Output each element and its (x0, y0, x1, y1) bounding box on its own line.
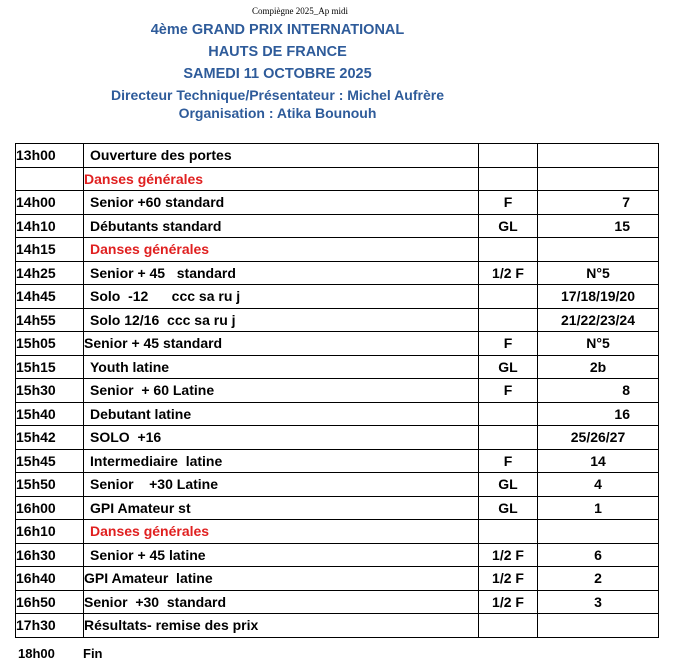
row-time: 15h05 (16, 332, 84, 356)
row-type: GL (479, 355, 538, 379)
row-time: 13h00 (16, 144, 84, 168)
row-event: Senior +60 standard (84, 191, 479, 215)
row-time: 14h45 (16, 285, 84, 309)
row-type (479, 144, 538, 168)
row-time: 15h50 (16, 473, 84, 497)
row-time: 16h10 (16, 520, 84, 544)
table-row (16, 191, 659, 215)
row-time: 17h30 (16, 614, 84, 638)
row-type: GL (479, 473, 538, 497)
row-event: Solo 12/16 ccc sa ru j (84, 308, 479, 332)
row-event: Ouverture des portes (84, 144, 479, 168)
closing-time: 18h00 (18, 646, 55, 661)
table-row (16, 614, 659, 638)
row-event: Senior + 45 standard (84, 332, 479, 356)
row-number: N°5 (538, 332, 659, 356)
row-type: F (479, 332, 538, 356)
row-time: 14h15 (16, 238, 84, 262)
row-type: F (479, 449, 538, 473)
row-time: 14h25 (16, 261, 84, 285)
row-number (538, 238, 659, 262)
table-row (16, 144, 659, 168)
table-row (16, 167, 659, 191)
row-number: 14 (538, 449, 659, 473)
row-number: 2b (538, 355, 659, 379)
table-row (16, 402, 659, 426)
row-event: SOLO +16 (84, 426, 479, 450)
row-event: Danses générales (84, 238, 479, 262)
row-number: 17/18/19/20 (538, 285, 659, 309)
row-time: 14h10 (16, 214, 84, 238)
row-event: Intermediaire latine (84, 449, 479, 473)
row-type: F (479, 379, 538, 403)
table-row (16, 285, 659, 309)
table-row (16, 473, 659, 497)
row-time: 15h45 (16, 449, 84, 473)
row-type: GL (479, 214, 538, 238)
table-row (16, 496, 659, 520)
table-row (16, 543, 659, 567)
row-event: Senior + 45 latine (84, 543, 479, 567)
table-row (16, 214, 659, 238)
row-event: Debutant latine (84, 402, 479, 426)
table-row (16, 567, 659, 591)
table-row (16, 261, 659, 285)
row-number (538, 614, 659, 638)
organisation: Organisation : Atika Bounouh (178, 105, 377, 121)
row-event: Senior + 60 Latine (84, 379, 479, 403)
row-event: Danses générales (84, 520, 479, 544)
row-number: 7 (538, 191, 659, 215)
row-time: 16h40 (16, 567, 84, 591)
row-time: 15h42 (16, 426, 84, 450)
row-type (479, 167, 538, 191)
row-number: 6 (538, 543, 659, 567)
row-event: Débutants standard (84, 214, 479, 238)
row-type: GL (479, 496, 538, 520)
row-event: GPI Amateur st (84, 496, 479, 520)
row-number: 4 (538, 473, 659, 497)
closing-event: Fin (83, 646, 103, 661)
row-type: F (479, 191, 538, 215)
event-date: SAMEDI 11 OCTOBRE 2025 (183, 66, 372, 82)
row-type (479, 426, 538, 450)
row-event: Senior +30 Latine (84, 473, 479, 497)
row-number: 15 (538, 214, 659, 238)
row-event: Senior +30 standard (84, 590, 479, 614)
row-type (479, 520, 538, 544)
row-time: 15h40 (16, 402, 84, 426)
row-time: 14h00 (16, 191, 84, 215)
row-number (538, 520, 659, 544)
table-row (16, 308, 659, 332)
row-type: 1/2 F (479, 590, 538, 614)
row-number: 16 (538, 402, 659, 426)
row-number: 8 (538, 379, 659, 403)
row-time: 16h50 (16, 590, 84, 614)
row-type (479, 402, 538, 426)
row-time: 14h55 (16, 308, 84, 332)
schedule-table (15, 143, 659, 638)
row-type (479, 308, 538, 332)
event-region: HAUTS DE FRANCE (208, 44, 347, 60)
table-row (16, 426, 659, 450)
row-type (479, 614, 538, 638)
row-type: 1/2 F (479, 543, 538, 567)
row-event: Danses générales (84, 167, 479, 191)
row-time: 15h30 (16, 379, 84, 403)
row-number: N°5 (538, 261, 659, 285)
row-type (479, 238, 538, 262)
row-time (16, 167, 84, 191)
row-event: Senior + 45 standard (84, 261, 479, 285)
row-number: 25/26/27 (538, 426, 659, 450)
table-row (16, 238, 659, 262)
row-time: 16h30 (16, 543, 84, 567)
row-number (538, 144, 659, 168)
row-number: 21/22/23/24 (538, 308, 659, 332)
row-type: 1/2 F (479, 567, 538, 591)
row-number: 3 (538, 590, 659, 614)
document-small-title: Compiègne 2025_Ap midi (252, 6, 348, 16)
row-event: Résultats- remise des prix (84, 614, 479, 638)
row-number: 1 (538, 496, 659, 520)
table-row (16, 355, 659, 379)
row-time: 15h15 (16, 355, 84, 379)
row-event: GPI Amateur latine (84, 567, 479, 591)
row-type (479, 285, 538, 309)
table-row (16, 379, 659, 403)
table-row (16, 520, 659, 544)
table-row (16, 449, 659, 473)
event-title: 4ème GRAND PRIX INTERNATIONAL (150, 22, 405, 38)
row-event: Youth latine (84, 355, 479, 379)
technical-director: Directeur Technique/Présentateur : Michel Aufrère (111, 87, 444, 103)
row-number: 2 (538, 567, 659, 591)
table-row (16, 590, 659, 614)
row-number (538, 167, 659, 191)
row-time: 16h00 (16, 496, 84, 520)
table-row (16, 332, 659, 356)
row-event: Solo -12 ccc sa ru j (84, 285, 479, 309)
row-type: 1/2 F (479, 261, 538, 285)
